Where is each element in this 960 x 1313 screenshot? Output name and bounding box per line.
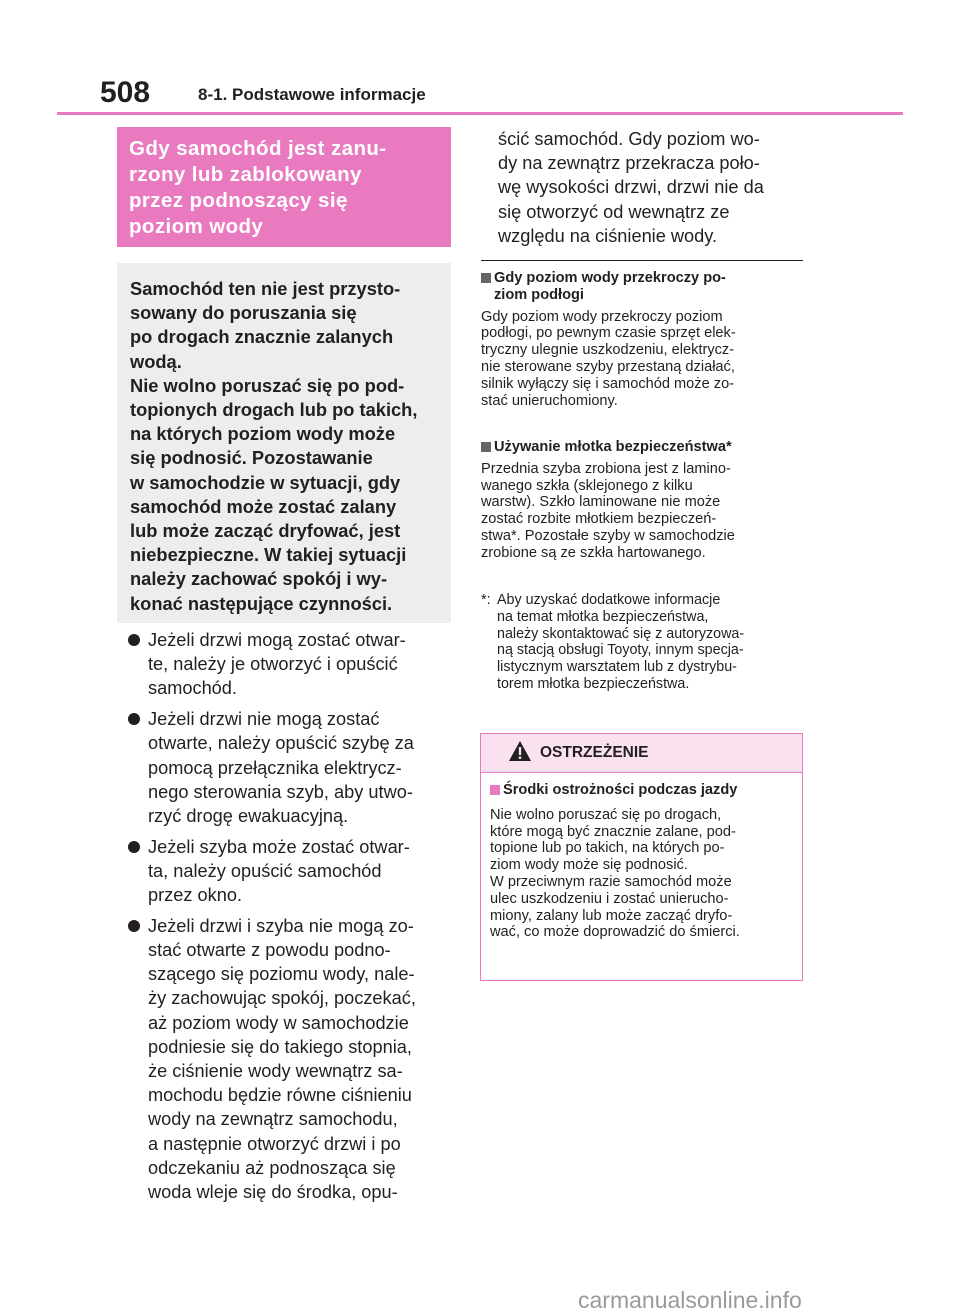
footnote-line: ną stacją obsługi Toyoty, innym specja- [497,642,744,659]
list-item-line: otwarte, należy opuścić szybę za [148,733,414,754]
caution-box [480,733,803,981]
procedure-list [128,628,458,1211]
body-line: wanego szkła (sklejonego z kilku [481,477,693,494]
caution-header [481,734,802,773]
topic-heading-line: rzony lub zablokowany [129,163,362,186]
caution-content [481,773,802,941]
list-item-line: samochód. [148,678,237,699]
sub-body [481,461,806,562]
list-item-line: a następnie otworzyć drzwi i po [148,1133,401,1154]
topic-heading [117,127,451,247]
section-title: 8-1. Podstawowe informacje [198,85,426,104]
list-item-line: woda wleje się do środka, opu- [148,1181,398,1202]
footnote-line: listycznym warsztatem lub z dystrybu- [497,659,737,676]
paragraph-line: się otworzyć od wewnątrz ze [498,201,730,222]
caution-line: Nie wolno poruszać się po drogach, [490,806,722,823]
caution-sub-heading-text: Środki ostrożności podczas jazdy [503,782,738,798]
paragraph-line: wę wysokości drzwi, drzwi nie da [498,177,764,198]
footnote [481,592,806,693]
sub-heading-line: ziom podłogi [494,286,584,303]
page-number: 508 [100,76,151,109]
caution-line: wać, co może doprowadzić do śmierci. [490,924,740,941]
caution-line: ulec uszkodzeniu i zostać unierucho- [490,890,729,907]
bullet-icon [128,920,140,932]
list-item-line: ży zachowując spokój, poczekać, [148,988,416,1009]
list-item-line: pomocą przełącznika elektrycz- [148,757,402,778]
caution-line: ziom wody może się podnosić. [490,857,688,874]
notice-line: po drogach znacznie zalanych [130,326,394,348]
caution-line: miony, zalany lub może zacząć dryfo- [490,907,733,924]
notice-line: na których poziom wody może [130,423,396,445]
bullet-icon [128,841,140,853]
body-line: stwa*. Pozostałe szyby w samochodzie [481,527,735,544]
notice-box [117,263,451,623]
notice-line: lub może zacząć dryfować, jest [130,520,401,542]
topic-heading-line: poziom wody [129,215,264,238]
list-item [128,914,458,1204]
safety-hammer-section [481,439,806,562]
caution-title: OSTRZEŻENIE [540,744,649,761]
continued-paragraph [498,127,808,248]
list-item-line: ta, należy opuścić samochód [148,860,382,881]
sub-body [481,309,806,410]
notice-line: wodą. [130,350,182,372]
topic-heading-line: Gdy samochód jest zanu- [129,137,387,160]
list-item [128,628,458,701]
list-item-line: rzyć drogę ewakuacyjną. [148,805,349,826]
list-item-line: szącego się poziomu wody, nale- [148,964,415,985]
bullet-icon [128,634,140,646]
caution-sub-heading [490,782,793,799]
notice-line: Samochód ten nie jest przysto- [130,278,401,299]
body-line: tryczny ulegnie uszkodzeniu, elektrycz- [481,342,735,359]
notice-line: topionych drogach lub po takich, [130,399,418,421]
warning-triangle-icon [508,740,532,762]
sub-heading [481,439,806,456]
list-item [128,835,458,908]
list-item-line: aż poziom wody w samochodzie [148,1012,409,1033]
square-bullet-icon [481,273,491,283]
list-item-line: te, należy je otworzyć i opuścić [148,654,398,675]
footnote-line: Aby uzyskać dodatkowe informacje [497,592,721,608]
notice-line: w samochodzie w sytuacji, gdy [130,471,401,493]
list-item-line: podniesie się do takiego stopnia, [148,1036,412,1057]
watermark: carmanualsonline.info [578,1287,802,1313]
list-item-line: stać otwarte z powodu podno- [148,939,391,960]
body-line: stać unieruchomiony. [481,392,618,409]
list-item [128,707,458,828]
list-item-line: wody na zewnątrz samochodu, [148,1109,398,1130]
floor-level-section [481,270,806,409]
body-line: zrobione są ze szkła hartowanego. [481,544,706,561]
list-item-line: przez okno. [148,885,243,906]
body-line: silnik wyłączy się i samochód może zo- [481,375,735,392]
bullet-icon [128,713,140,725]
list-item-line: że ciśnienie wody wewnątrz sa- [148,1060,403,1081]
footnote-text [481,592,806,693]
notice-line: samochód może zostać zalany [130,495,397,517]
body-line: warstw). Szkło laminowane nie może [481,494,721,511]
notice-line: Nie wolno poruszać się po pod- [130,374,405,396]
sub-heading [481,270,806,304]
notice-line: niebezpieczne. W takiej sytuacji [130,544,407,566]
sub-heading-line: Gdy poziom wody przekroczy po- [494,270,726,286]
divider [481,260,803,261]
square-bullet-icon [481,442,491,452]
caution-body [490,807,793,941]
sub-heading-line: Używanie młotka bezpieczeństwa* [494,439,732,455]
notice-line: się podnosić. Pozostawanie [130,447,373,469]
body-line: podłogi, po pewnym czasie sprzęt elek- [481,325,736,342]
notice-line: sowany do poruszania się [130,302,357,324]
caution-line: które mogą być znacznie zalane, pod- [490,823,736,840]
paragraph-line: względu na ciśnienie wody. [498,225,718,246]
footnote-line: torem młotka bezpieczeństwa. [497,675,690,692]
footnote-line: na temat młotka bezpieczeństwa, [497,608,709,625]
list-item-line: mochodu będzie równe ciśnieniu [148,1085,412,1106]
body-line: nie sterowane szyby przestaną działać, [481,358,735,375]
footnote-line: należy skontaktować się z autoryzowa- [497,625,745,642]
topic-heading-line: przez podnoszący się [129,189,348,212]
body-line: Przednia szyba zrobiona jest z lamino- [481,460,731,477]
paragraph-line: ścić samochód. Gdy poziom wo- [498,129,760,149]
list-item-line: Jeżeli drzwi nie mogą zostać [148,709,380,730]
header-rule [57,112,903,115]
paragraph-line: dy na zewnątrz przekracza poło- [498,153,760,174]
list-item-line: Jeżeli szyba może zostać otwar- [148,836,410,857]
caution-line: topione lub po takich, na których po- [490,840,725,857]
caution-line: W przeciwnym razie samochód może [490,873,732,890]
list-item-line: Jeżeli drzwi i szyba nie mogą zo- [148,915,414,936]
square-bullet-icon [490,785,500,795]
list-item-line: nego sterowania szyb, aby utwo- [148,781,413,802]
body-line: Gdy poziom wody przekroczy poziom [481,308,723,325]
notice-line: konać następujące czynności. [130,592,393,614]
list-item-line: odczekaniu aż podnosząca się [148,1157,396,1178]
body-line: zostać rozbite młotkiem bezpieczeń- [481,511,717,528]
notice-line: należy zachować spokój i wy- [130,568,388,590]
list-item-line: Jeżeli drzwi mogą zostać otwar- [148,630,406,650]
footnote-mark: *: [481,592,491,608]
